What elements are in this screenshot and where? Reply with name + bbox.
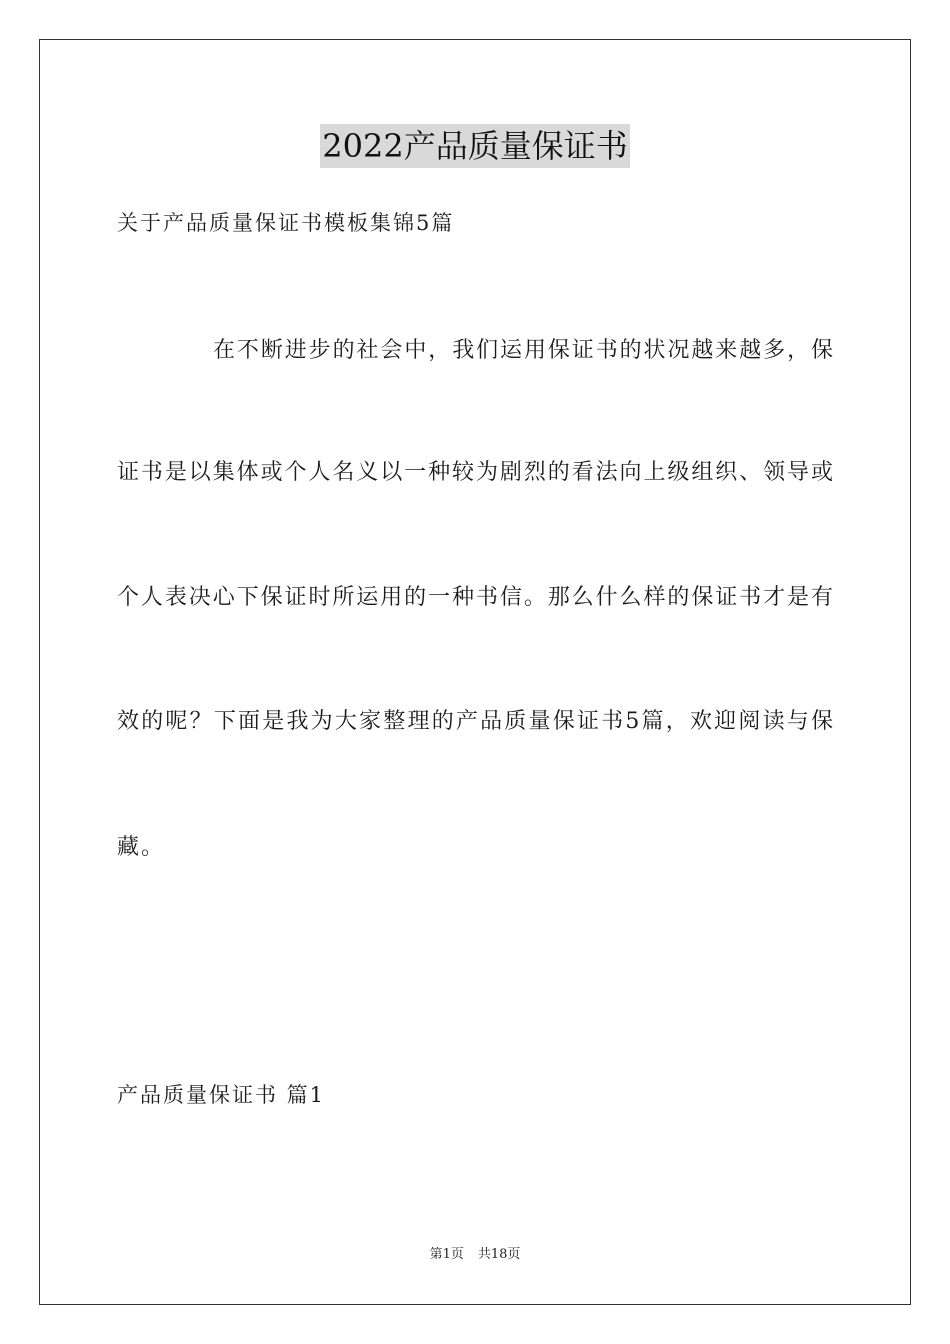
section-heading: 产品质量保证书 篇1	[117, 1083, 326, 1107]
page-total: 共18页	[477, 1247, 521, 1262]
page-footer	[0, 1245, 950, 1265]
page-number: 第1页	[429, 1247, 464, 1262]
paragraph-line-4: 效的呢？下面是我为大家整理的产品质量保证书5篇，欢迎阅读与保	[117, 709, 833, 734]
paragraph-line-1: 在不断进步的社会中，我们运用保证书的状况越来越多，保	[213, 338, 833, 363]
title-container	[0, 124, 950, 168]
paragraph-line-3: 个人表决心下保证时所运用的一种书信。那么什么样的保证书才是有	[117, 585, 833, 610]
document-subtitle: 关于产品质量保证书模板集锦5篇	[117, 211, 455, 235]
paragraph-line-5: 藏。	[117, 835, 166, 860]
document-title: 2022产品质量保证书	[320, 124, 629, 168]
paragraph-line-2: 证书是以集体或个人名义以一种较为剧烈的看法向上级组织、领导或	[117, 460, 833, 485]
